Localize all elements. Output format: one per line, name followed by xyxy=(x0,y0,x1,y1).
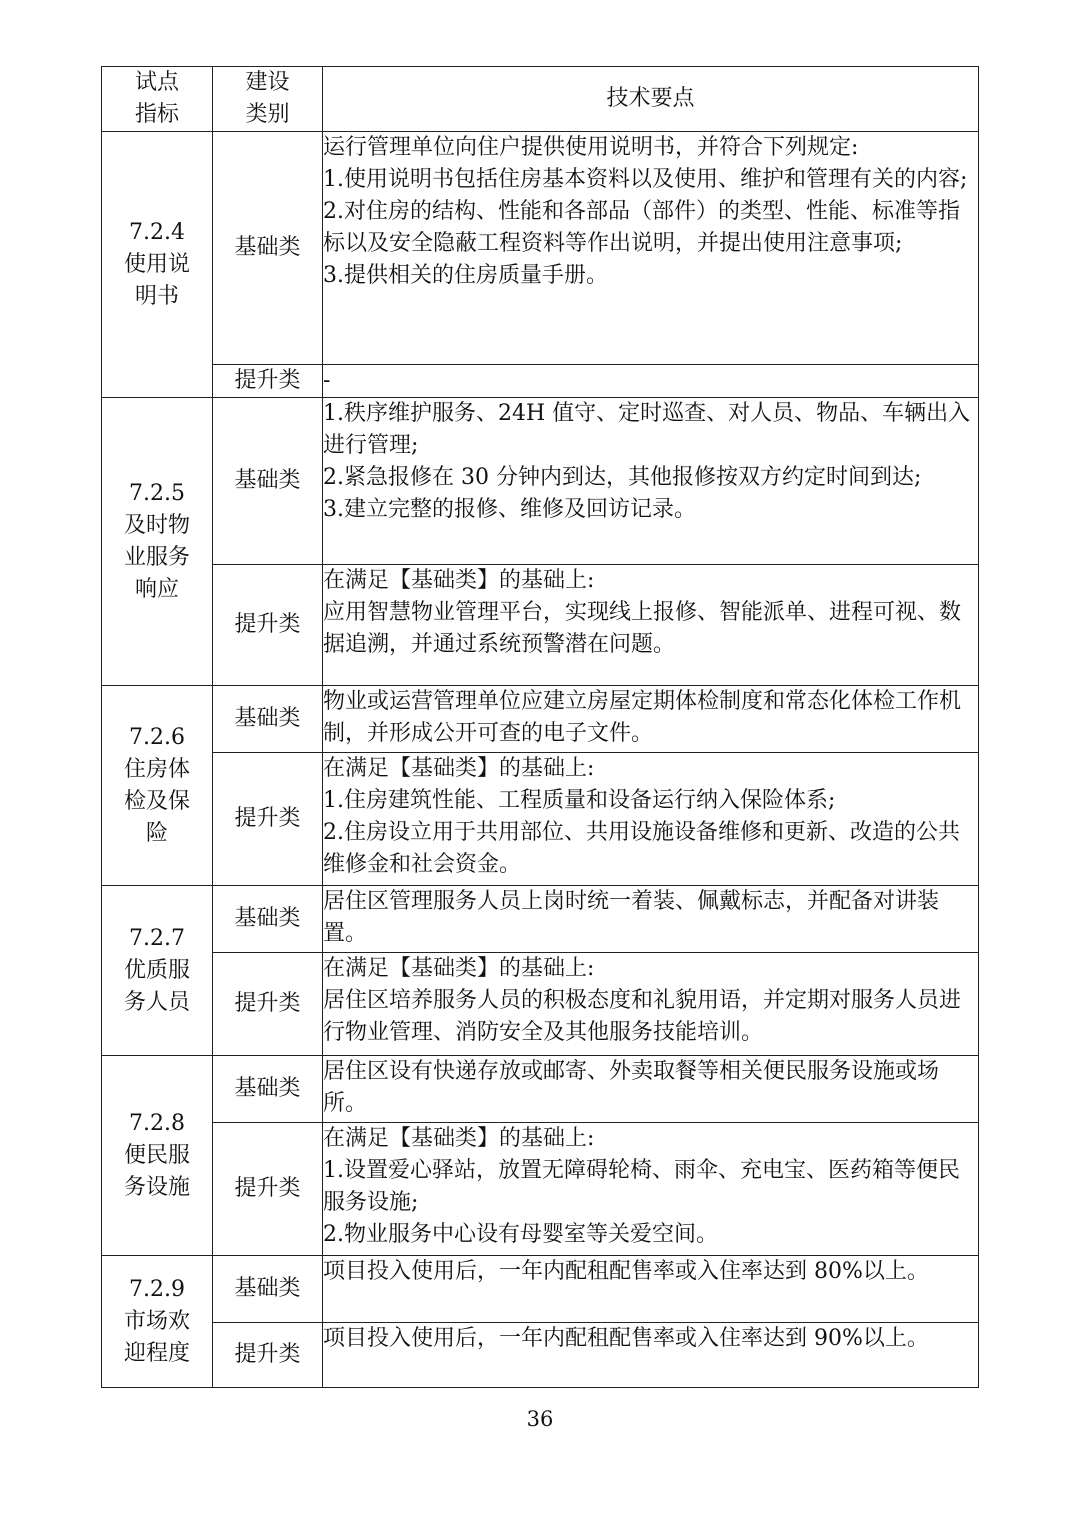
indicator-cell xyxy=(102,398,213,686)
indicator-cell xyxy=(102,886,213,1056)
table-row xyxy=(102,686,979,753)
indicator-cell xyxy=(102,1256,213,1388)
requirement-line: 2.物业服务中心设有母婴室等关爱空间。 xyxy=(323,1222,718,1247)
requirement-upgrade xyxy=(323,365,979,398)
requirement-line: 居住区管理服务人员上岗时统一着装、佩戴标志，并配备对讲装置。 xyxy=(323,889,940,946)
requirement-line: 在满足【基础类】的基础上: xyxy=(323,756,595,781)
table-row xyxy=(102,1323,979,1388)
indicator-name-line: 业服务 xyxy=(123,544,190,570)
table-row xyxy=(102,398,979,565)
table-row xyxy=(102,365,979,398)
header-indicator-line1: 试点 xyxy=(134,70,179,95)
indicator-code: 7.2.8 xyxy=(129,1110,185,1136)
category-basic: 基础类 xyxy=(213,1256,323,1323)
requirement-line: 2.住房设立用于共用部位、共用设施设备维修和更新、改造的公共维修金和社会资金。 xyxy=(323,820,960,877)
requirement-line: 1.使用说明书包括住房基本资料以及使用、维护和管理有关的内容; xyxy=(323,167,968,192)
table-row xyxy=(102,1056,979,1123)
indicator-name-line: 便民服 xyxy=(123,1142,190,1168)
table-row xyxy=(102,1256,979,1323)
category-upgrade: 提升类 xyxy=(213,565,323,686)
header-indicator-line2: 指标 xyxy=(134,102,179,127)
requirement-basic xyxy=(323,1056,979,1123)
requirement-upgrade xyxy=(323,753,979,886)
requirement-line: 3.提供相关的住房质量手册。 xyxy=(323,263,608,288)
indicator-name-line: 险 xyxy=(145,820,168,846)
category-upgrade: 提升类 xyxy=(213,1323,323,1388)
category-basic: 基础类 xyxy=(213,1056,323,1123)
indicator-code: 7.2.5 xyxy=(129,480,185,506)
requirement-line: 居住区设有快递存放或邮寄、外卖取餐等相关便民服务设施或场所。 xyxy=(323,1059,940,1116)
indicator-code: 7.2.6 xyxy=(129,724,185,750)
header-category xyxy=(213,67,323,132)
requirement-line: 2.紧急报修在 30 分钟内到达，其他报修按双方约定时间到达; xyxy=(323,465,922,490)
table-row xyxy=(102,953,979,1056)
requirement-line: 1.设置爱心驿站，放置无障碍轮椅、雨伞、充电宝、医药箱等便民服务设施; xyxy=(323,1158,960,1215)
requirement-line: 在满足【基础类】的基础上: xyxy=(323,568,595,593)
header-indicator xyxy=(102,67,213,132)
requirement-line: - xyxy=(323,368,331,393)
indicator-code: 7.2.7 xyxy=(129,925,185,951)
indicator-name-line: 使用说 xyxy=(123,251,190,277)
requirement-upgrade xyxy=(323,1323,979,1388)
table-row xyxy=(102,753,979,886)
indicator-name-line: 及时物 xyxy=(123,512,190,538)
page-number: 36 xyxy=(526,1407,554,1431)
table-header-row xyxy=(102,67,979,132)
requirement-line: 运行管理单位向住户提供使用说明书，并符合下列规定: xyxy=(323,135,859,160)
indicator-name-line: 务设施 xyxy=(123,1174,190,1200)
indicator-cell xyxy=(102,1056,213,1256)
requirement-basic xyxy=(323,132,979,365)
table-row xyxy=(102,132,979,365)
indicator-code: 7.2.9 xyxy=(129,1276,185,1302)
indicator-cell xyxy=(102,686,213,886)
indicator-name-line: 检及保 xyxy=(123,788,190,814)
indicator-name-line: 迎程度 xyxy=(123,1340,190,1366)
requirement-line: 物业或运营管理单位应建立房屋定期体检制度和常态化体检工作机制，并形成公开可查的电子文件。 xyxy=(323,689,962,746)
category-basic: 基础类 xyxy=(213,686,323,753)
category-upgrade: 提升类 xyxy=(213,365,323,398)
category-upgrade: 提升类 xyxy=(213,753,323,886)
requirement-basic xyxy=(323,686,979,753)
requirements-table xyxy=(101,66,979,1388)
requirement-line: 3.建立完整的报修、维修及回访记录。 xyxy=(323,497,696,522)
category-basic: 基础类 xyxy=(213,886,323,953)
indicator-name-line: 务人员 xyxy=(123,989,190,1015)
requirement-line: 项目投入使用后，一年内配租配售率或入住率达到 80%以上。 xyxy=(323,1259,929,1284)
indicator-name-line: 市场欢 xyxy=(123,1308,190,1334)
table-row xyxy=(102,565,979,686)
header-requirement: 技术要点 xyxy=(323,67,979,132)
category-upgrade: 提升类 xyxy=(213,953,323,1056)
indicator-name-line: 优质服 xyxy=(123,957,190,983)
requirement-line: 1.住房建筑性能、工程质量和设备运行纳入保险体系; xyxy=(323,788,836,813)
requirement-line: 应用智慧物业管理平台，实现线上报修、智能派单、进程可视、数据追溯，并通过系统预警潜在问题。 xyxy=(323,600,962,657)
indicator-name-line: 明书 xyxy=(134,283,179,309)
table-body xyxy=(102,132,979,1388)
requirement-line: 在满足【基础类】的基础上: xyxy=(323,956,595,981)
requirement-basic xyxy=(323,1256,979,1323)
requirement-line: 项目投入使用后，一年内配租配售率或入住率达到 90%以上。 xyxy=(323,1326,929,1351)
requirement-basic xyxy=(323,886,979,953)
indicator-cell xyxy=(102,132,213,398)
requirement-upgrade xyxy=(323,565,979,686)
requirement-line: 在满足【基础类】的基础上: xyxy=(323,1126,595,1151)
table-row xyxy=(102,1123,979,1256)
category-basic: 基础类 xyxy=(213,398,323,565)
table-row xyxy=(102,886,979,953)
header-category-line1: 建设 xyxy=(245,70,290,95)
indicator-code: 7.2.4 xyxy=(129,219,185,245)
category-basic: 基础类 xyxy=(213,132,323,365)
requirement-line: 2.对住房的结构、性能和各部品（部件）的类型、性能、标准等指标以及安全隐蔽工程资料等作出说明，并提出使用注意事项; xyxy=(323,199,960,256)
requirement-line: 居住区培养服务人员的积极态度和礼貌用语，并定期对服务人员进行物业管理、消防安全及其他服务技能培训。 xyxy=(323,988,962,1045)
indicator-name-line: 住房体 xyxy=(123,756,190,782)
category-upgrade: 提升类 xyxy=(213,1123,323,1256)
header-category-line2: 类别 xyxy=(245,102,290,127)
requirement-basic xyxy=(323,398,979,565)
requirement-upgrade xyxy=(323,953,979,1056)
indicator-name-line: 响应 xyxy=(134,576,179,602)
requirement-upgrade xyxy=(323,1123,979,1256)
requirement-line: 1.秩序维护服务、24H 值守、定时巡查、对人员、物品、车辆出入进行管理; xyxy=(323,401,971,458)
